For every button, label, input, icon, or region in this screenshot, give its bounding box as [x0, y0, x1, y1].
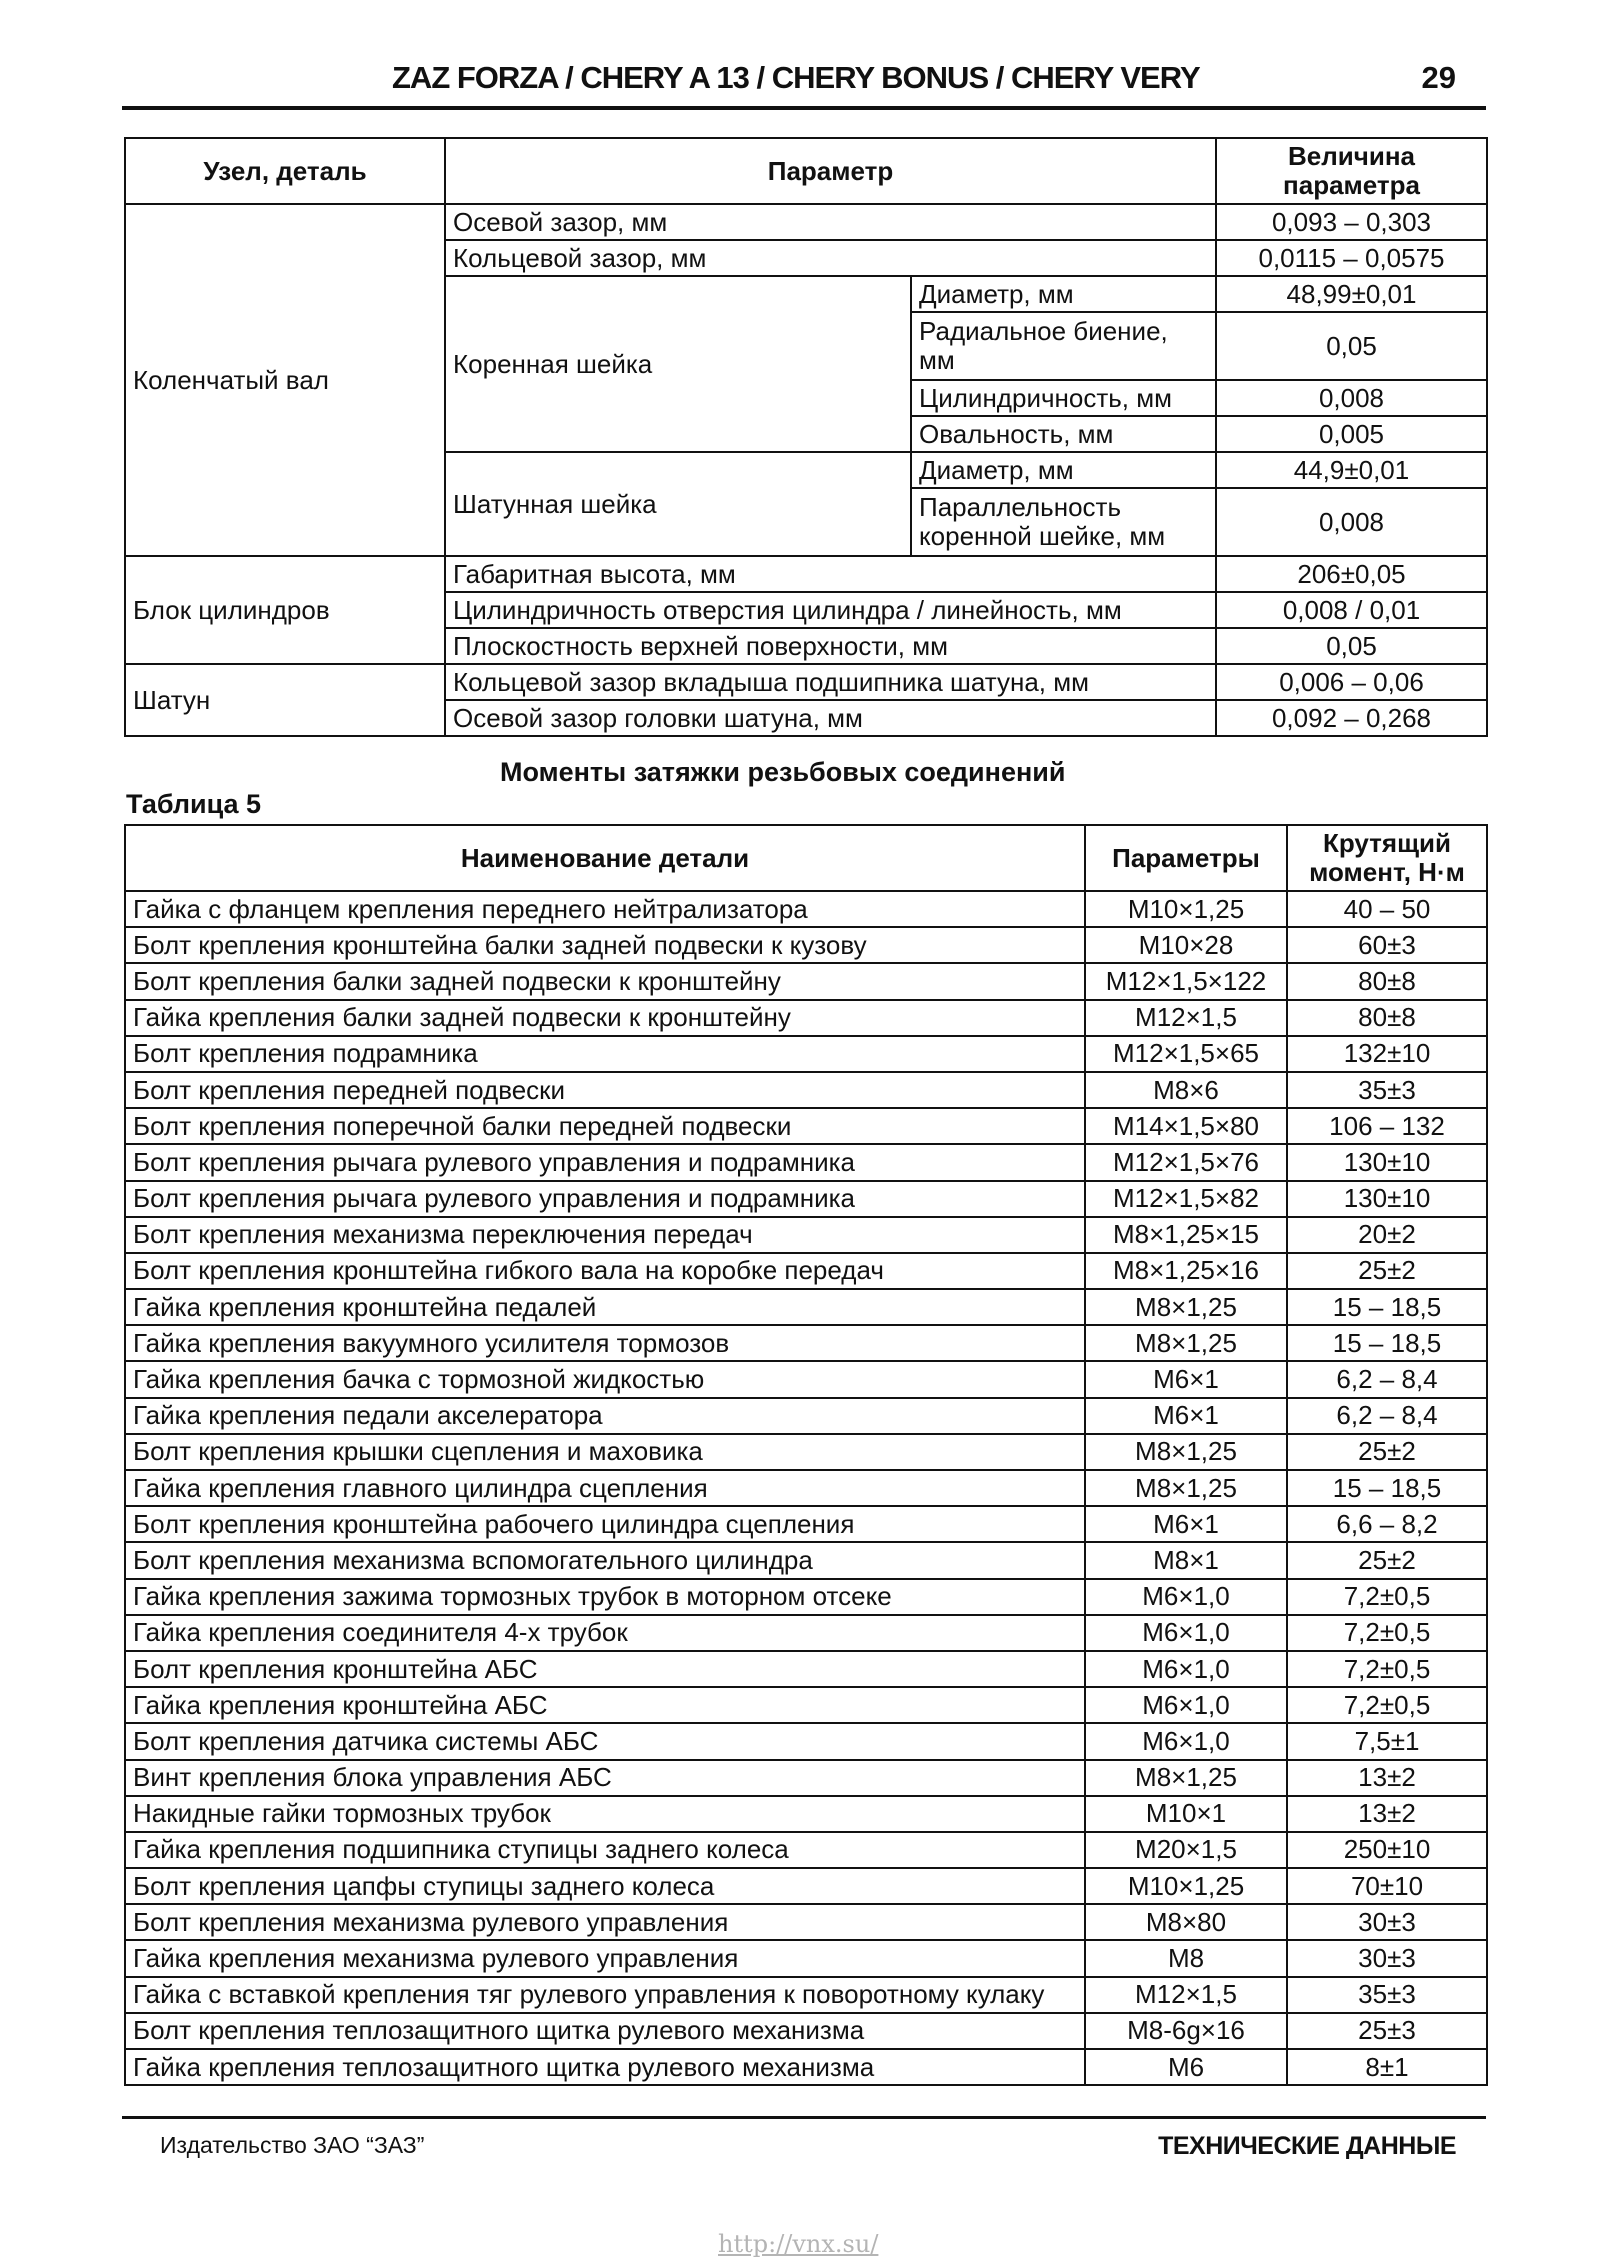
value-cell: 206±0,05 — [1216, 556, 1487, 592]
table-row — [125, 556, 1487, 592]
part-name-cell: Болт крепления кронштейна гибкого вала на коробке передач — [125, 1253, 1085, 1289]
torque-value-cell: 7,2±0,5 — [1287, 1579, 1487, 1615]
table-header-row — [125, 825, 1487, 891]
param-cell: Кольцевой зазор вкладыша подшипника шатуна, мм — [445, 664, 1216, 700]
part-name-cell: Болт крепления теплозащитного щитка рулевого механизма — [125, 2013, 1085, 2049]
torque-value-cell: 20±2 — [1287, 1217, 1487, 1253]
table-row — [125, 1108, 1487, 1144]
torque-value-cell: 130±10 — [1287, 1144, 1487, 1180]
torque-value-cell: 15 – 18,5 — [1287, 1289, 1487, 1325]
torque-value-cell: 8±1 — [1287, 2049, 1487, 2085]
page-header — [122, 56, 1486, 110]
thread-param-cell: M6×1 — [1085, 1398, 1287, 1434]
table-row — [125, 1687, 1487, 1723]
table-row — [125, 1579, 1487, 1615]
part-name-cell: Гайка крепления соединителя 4-х трубок — [125, 1615, 1085, 1651]
torque-value-cell: 40 – 50 — [1287, 891, 1487, 927]
table-row — [125, 1470, 1487, 1506]
torque-value-cell: 13±2 — [1287, 1796, 1487, 1832]
part-name-cell: Гайка крепления вакуумного усилителя тормозов — [125, 1325, 1085, 1361]
torque-value-cell: 7,2±0,5 — [1287, 1615, 1487, 1651]
part-name-cell: Болт крепления механизма рулевого управления — [125, 1904, 1085, 1940]
part-name-cell: Болт крепления передней подвески — [125, 1072, 1085, 1108]
thread-param-cell: M6×1 — [1085, 1361, 1287, 1397]
part-name-cell: Гайка с фланцем крепления переднего нейтрализатора — [125, 891, 1085, 927]
thread-param-cell: M8×80 — [1085, 1904, 1287, 1940]
thread-param-cell: M6×1,0 — [1085, 1579, 1287, 1615]
thread-param-cell: M12×1,5×122 — [1085, 963, 1287, 999]
torque-value-cell: 13±2 — [1287, 1760, 1487, 1796]
page-title: ZAZ FORZA / CHERY A 13 / CHERY BONUS / CHERY VERY — [392, 60, 1200, 95]
part-name-cell: Гайка крепления бачка с тормозной жидкостью — [125, 1361, 1085, 1397]
thread-param-cell: M12×1,5×82 — [1085, 1181, 1287, 1217]
footer-divider — [122, 2116, 1486, 2119]
thread-param-cell: M12×1,5×65 — [1085, 1036, 1287, 1072]
part-name-cell: Гайка крепления кронштейна педалей — [125, 1289, 1085, 1325]
torque-value-cell: 6,2 – 8,4 — [1287, 1398, 1487, 1434]
table-row — [125, 1398, 1487, 1434]
table-row — [125, 1000, 1487, 1036]
part-name-cell: Болт крепления балки задней подвески к кронштейну — [125, 963, 1085, 999]
column-header: Крутящий момент, Н·м — [1287, 825, 1487, 891]
table-row — [125, 1904, 1487, 1940]
value-cell: 0,008 — [1216, 488, 1487, 556]
table-row — [125, 1868, 1487, 1904]
torque-value-cell: 70±10 — [1287, 1868, 1487, 1904]
table-row — [125, 1289, 1487, 1325]
part-name-cell: Гайка крепления балки задней подвески к кронштейну — [125, 1000, 1085, 1036]
torque-value-cell: 25±2 — [1287, 1434, 1487, 1470]
torque-value-cell: 30±3 — [1287, 1940, 1487, 1976]
torque-value-cell: 250±10 — [1287, 1832, 1487, 1868]
part-name-cell: Гайка с вставкой крепления тяг рулевого управления к поворотному кулаку — [125, 1977, 1085, 2013]
group-cell: Шатун — [125, 664, 445, 736]
thread-param-cell: M6×1,0 — [1085, 1723, 1287, 1759]
thread-param-cell: M8×1,25 — [1085, 1289, 1287, 1325]
part-name-cell: Болт крепления подрамника — [125, 1036, 1085, 1072]
thread-param-cell: M8×6 — [1085, 1072, 1287, 1108]
table-row — [125, 1832, 1487, 1868]
thread-param-cell: M8×1,25 — [1085, 1434, 1287, 1470]
thread-param-cell: M12×1,5 — [1085, 1000, 1287, 1036]
value-cell: 0,008 / 0,01 — [1216, 592, 1487, 628]
thread-param-cell: M8×1,25 — [1085, 1760, 1287, 1796]
column-header: Параметры — [1085, 825, 1287, 891]
thread-param-cell: M6×1 — [1085, 1506, 1287, 1542]
thread-param-cell: M10×1,25 — [1085, 891, 1287, 927]
table-row — [125, 1796, 1487, 1832]
param-cell: Цилиндричность отверстия цилиндра / линейность, мм — [445, 592, 1216, 628]
value-cell: 0,005 — [1216, 416, 1487, 452]
torque-value-cell: 15 – 18,5 — [1287, 1470, 1487, 1506]
watermark-link: http://vnx.su/ — [718, 2230, 879, 2258]
torque-value-cell: 25±3 — [1287, 2013, 1487, 2049]
value-cell: 48,99±0,01 — [1216, 276, 1487, 312]
thread-param-cell: M8×1 — [1085, 1542, 1287, 1578]
specifications-table — [124, 137, 1488, 737]
torque-table — [124, 824, 1488, 2086]
table-row — [125, 1036, 1487, 1072]
thread-param-cell: M8×1,25×15 — [1085, 1217, 1287, 1253]
table-row — [125, 2049, 1487, 2085]
part-name-cell: Гайка крепления теплозащитного щитка рулевого механизма — [125, 2049, 1085, 2085]
torque-value-cell: 6,6 – 8,2 — [1287, 1506, 1487, 1542]
thread-param-cell: M10×1 — [1085, 1796, 1287, 1832]
value-cell: 0,008 — [1216, 380, 1487, 416]
thread-param-cell: M8×1,25 — [1085, 1470, 1287, 1506]
param-cell: Габаритная высота, мм — [445, 556, 1216, 592]
table-caption: Моменты затяжки резьбовых соединений — [500, 757, 1066, 787]
param-cell: Параллельность коренной шейке, мм — [911, 488, 1216, 556]
torque-value-cell: 60±3 — [1287, 927, 1487, 963]
table-row — [125, 963, 1487, 999]
thread-param-cell: M8 — [1085, 1940, 1287, 1976]
torque-value-cell: 132±10 — [1287, 1036, 1487, 1072]
thread-param-cell: M6×1,0 — [1085, 1651, 1287, 1687]
part-name-cell: Болт крепления рычага рулевого управления и подрамника — [125, 1181, 1085, 1217]
param-cell: Диаметр, мм — [911, 276, 1216, 312]
part-name-cell: Гайка крепления зажима тормозных трубок в моторном отсеке — [125, 1579, 1085, 1615]
table-row — [125, 664, 1487, 700]
torque-value-cell: 80±8 — [1287, 963, 1487, 999]
thread-param-cell: M8×1,25 — [1085, 1325, 1287, 1361]
table-row — [125, 2013, 1487, 2049]
torque-value-cell: 7,2±0,5 — [1287, 1687, 1487, 1723]
part-name-cell: Гайка крепления механизма рулевого управления — [125, 1940, 1085, 1976]
thread-param-cell: M6×1,0 — [1085, 1687, 1287, 1723]
value-cell: 0,05 — [1216, 628, 1487, 664]
part-name-cell: Болт крепления цапфы ступицы заднего колеса — [125, 1868, 1085, 1904]
torque-value-cell: 30±3 — [1287, 1904, 1487, 1940]
column-header: Наименование детали — [125, 825, 1085, 891]
part-name-cell: Гайка крепления подшипника ступицы заднего колеса — [125, 1832, 1085, 1868]
thread-param-cell: M10×28 — [1085, 927, 1287, 963]
subgroup-cell: Шатунная шейка — [445, 452, 911, 556]
torque-value-cell: 7,2±0,5 — [1287, 1651, 1487, 1687]
thread-param-cell: M10×1,25 — [1085, 1868, 1287, 1904]
param-cell: Осевой зазор, мм — [445, 204, 1216, 240]
thread-param-cell: M6×1,0 — [1085, 1615, 1287, 1651]
part-name-cell: Винт крепления блока управления АБС — [125, 1760, 1085, 1796]
table-row — [125, 1940, 1487, 1976]
param-cell: Кольцевой зазор, мм — [445, 240, 1216, 276]
table-row — [125, 1072, 1487, 1108]
value-cell: 0,092 – 0,268 — [1216, 700, 1487, 736]
value-cell: 0,05 — [1216, 312, 1487, 380]
value-cell: 0,0115 – 0,0575 — [1216, 240, 1487, 276]
thread-param-cell: M20×1,5 — [1085, 1832, 1287, 1868]
group-cell: Блок цилиндров — [125, 556, 445, 664]
column-header: Величина параметра — [1216, 138, 1487, 204]
table-row — [125, 1181, 1487, 1217]
torque-value-cell: 106 – 132 — [1287, 1108, 1487, 1144]
table-row — [125, 1506, 1487, 1542]
torque-value-cell: 35±3 — [1287, 1072, 1487, 1108]
table-row — [125, 891, 1487, 927]
part-name-cell: Болт крепления рычага рулевого управления и подрамника — [125, 1144, 1085, 1180]
part-name-cell: Гайка крепления кронштейна АБС — [125, 1687, 1085, 1723]
value-cell: 0,006 – 0,06 — [1216, 664, 1487, 700]
table-row — [125, 1325, 1487, 1361]
part-name-cell: Гайка крепления главного цилиндра сцепления — [125, 1470, 1085, 1506]
thread-param-cell: M14×1,5×80 — [1085, 1108, 1287, 1144]
param-cell: Плоскостность верхней поверхности, мм — [445, 628, 1216, 664]
value-cell: 0,093 – 0,303 — [1216, 204, 1487, 240]
table-row — [125, 204, 1487, 240]
param-cell: Диаметр, мм — [911, 452, 1216, 488]
table-row — [125, 1434, 1487, 1470]
table-header-row — [125, 138, 1487, 204]
subgroup-cell: Коренная шейка — [445, 276, 911, 452]
table-row — [125, 1217, 1487, 1253]
part-name-cell: Болт крепления поперечной балки передней подвески — [125, 1108, 1085, 1144]
table-row — [125, 1651, 1487, 1687]
thread-param-cell: M12×1,5×76 — [1085, 1144, 1287, 1180]
part-name-cell: Накидные гайки тормозных трубок — [125, 1796, 1085, 1832]
torque-value-cell: 25±2 — [1287, 1542, 1487, 1578]
section-title: ТЕХНИЧЕСКИЕ ДАННЫЕ — [1158, 2132, 1456, 2160]
table-row — [125, 1723, 1487, 1759]
param-cell: Овальность, мм — [911, 416, 1216, 452]
thread-param-cell: M12×1,5 — [1085, 1977, 1287, 2013]
param-cell: Осевой зазор головки шатуна, мм — [445, 700, 1216, 736]
torque-value-cell: 15 – 18,5 — [1287, 1325, 1487, 1361]
part-name-cell: Болт крепления крышки сцепления и маховика — [125, 1434, 1085, 1470]
thread-param-cell: M6 — [1085, 2049, 1287, 2085]
table-row — [125, 927, 1487, 963]
table-row — [125, 1760, 1487, 1796]
table-label: Таблица 5 — [126, 789, 262, 819]
column-header: Параметр — [445, 138, 1216, 204]
part-name-cell: Болт крепления механизма переключения передач — [125, 1217, 1085, 1253]
torque-value-cell: 6,2 – 8,4 — [1287, 1361, 1487, 1397]
part-name-cell: Болт крепления кронштейна рабочего цилиндра сцепления — [125, 1506, 1085, 1542]
part-name-cell: Болт крепления механизма вспомогательного цилиндра — [125, 1542, 1085, 1578]
table-row — [125, 1361, 1487, 1397]
group-cell: Коленчатый вал — [125, 204, 445, 556]
torque-value-cell: 130±10 — [1287, 1181, 1487, 1217]
page-number: 29 — [1421, 60, 1456, 95]
torque-value-cell: 80±8 — [1287, 1000, 1487, 1036]
table-row — [125, 1144, 1487, 1180]
table-row — [125, 1977, 1487, 2013]
table-row — [125, 1542, 1487, 1578]
torque-value-cell: 25±2 — [1287, 1253, 1487, 1289]
thread-param-cell: M8×1,25×16 — [1085, 1253, 1287, 1289]
table-row — [125, 1615, 1487, 1651]
publisher-text: Издательство ЗАО “ЗАЗ” — [160, 2132, 425, 2158]
part-name-cell: Гайка крепления педали акселератора — [125, 1398, 1085, 1434]
param-cell: Радиальное биение, мм — [911, 312, 1216, 380]
thread-param-cell: M8-6g×16 — [1085, 2013, 1287, 2049]
column-header: Узел, деталь — [125, 138, 445, 204]
table-row — [125, 1253, 1487, 1289]
part-name-cell: Болт крепления кронштейна АБС — [125, 1651, 1085, 1687]
torque-value-cell: 35±3 — [1287, 1977, 1487, 2013]
value-cell: 44,9±0,01 — [1216, 452, 1487, 488]
param-cell: Цилиндричность, мм — [911, 380, 1216, 416]
part-name-cell: Болт крепления кронштейна балки задней подвески к кузову — [125, 927, 1085, 963]
torque-value-cell: 7,5±1 — [1287, 1723, 1487, 1759]
part-name-cell: Болт крепления датчика системы АБС — [125, 1723, 1085, 1759]
